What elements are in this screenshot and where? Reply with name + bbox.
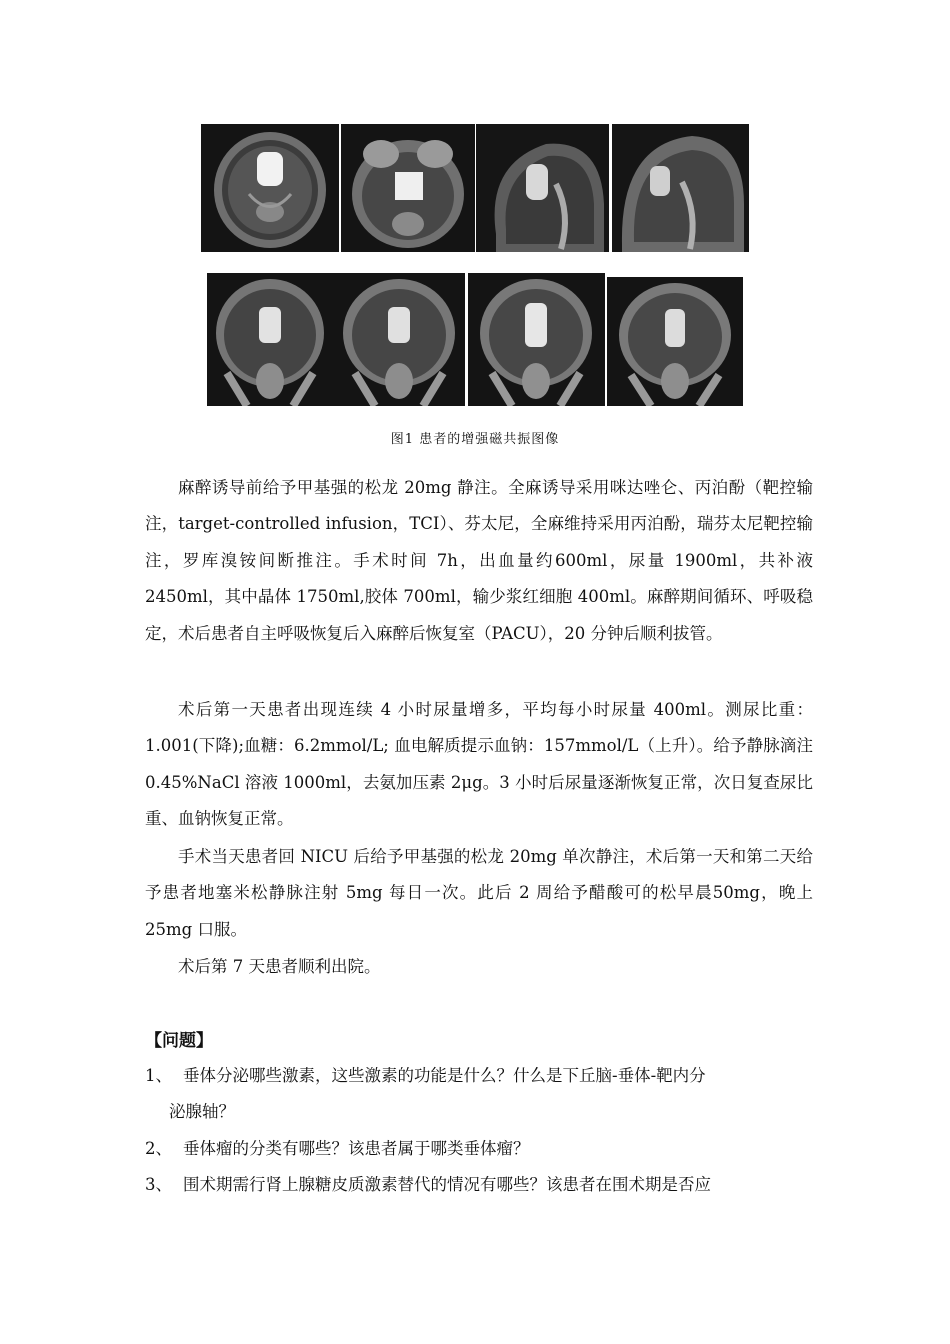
paragraph-anesthesia: 麻醉诱导前给予甲基强的松龙 20mg 静注。全麻诱导采用咪达唑仑、丙泊酚（靶控输注，target-controlled infusion，TCI）、芬太尼，全麻维持采用丙泊酚，瑞芬太尼靶控输注，罗库溴铵间断推注。手术时间 7h，出血量约600ml，尿量 1900ml，共补液 2450ml，其中晶体 1750ml,胶体 700ml，输少浆红细胞 400ml。麻醉期间循环、呼吸稳定，术后患者自主呼吸恢复后入麻醉后恢复室（PACU），20 分钟后顺利拔管。 [145,478,813,643]
question-item [145,1167,813,1203]
paragraph-discharge: 术后第 7 天患者顺利出院。 [178,957,381,976]
sagittal-mri-image [476,124,609,252]
questions-heading: 【问题】 [145,1031,213,1051]
question-number: 3、 [145,1175,172,1194]
coronal-mri-image [607,277,743,406]
paragraph-steroids: 手术当天患者回 NICU 后给予甲基强的松龙 20mg 单次静注，术后第一天和第二天给予患者地塞米松静脉注射 5mg 每日一次。此后 2 周给予醋酸可的松早晨50mg，晚上 25mg 口服。 [145,847,813,939]
figure-caption: 图1 患者的增强磁共振图像 [390,432,560,447]
question-text: 垂体分泌哪些激素，这些激素的功能是什么？什么是下丘脑-垂体-靶内分 [183,1066,706,1085]
axial-mri-image [201,124,339,252]
coronal-mri-image [333,273,465,406]
axial-mri-image [341,124,475,252]
question-text: 垂体瘤的分类有哪些？该患者属于哪类垂体瘤？ [183,1139,530,1158]
coronal-mri-image [468,273,605,406]
question-text: 围术期需行肾上腺糖皮质激素替代的情况有哪些？该患者在围术期是否应 [183,1175,711,1194]
sagittal-mri-image [612,124,749,252]
question-item [145,1131,813,1167]
question-item [145,1058,813,1131]
question-number: 2、 [145,1139,172,1158]
question-number: 1、 [145,1066,172,1085]
question-text-continued: 泌腺轴？ [169,1102,235,1122]
coronal-mri-image [207,273,333,406]
paragraph-postop-day1: 术后第一天患者出现连续 4 小时尿量增多，平均每小时尿量 400ml。测尿比重：1.001(下降);血糖：6.2mmol/L; 血电解质提示血钠：157mmol/L（上升）。给予静脉滴注 0.45%NaCl 溶液 1000ml，去氨加压素 2μg。3 小时后尿量逐渐恢复正常，次日复查尿比重、血钠恢复正常。 [145,700,813,829]
